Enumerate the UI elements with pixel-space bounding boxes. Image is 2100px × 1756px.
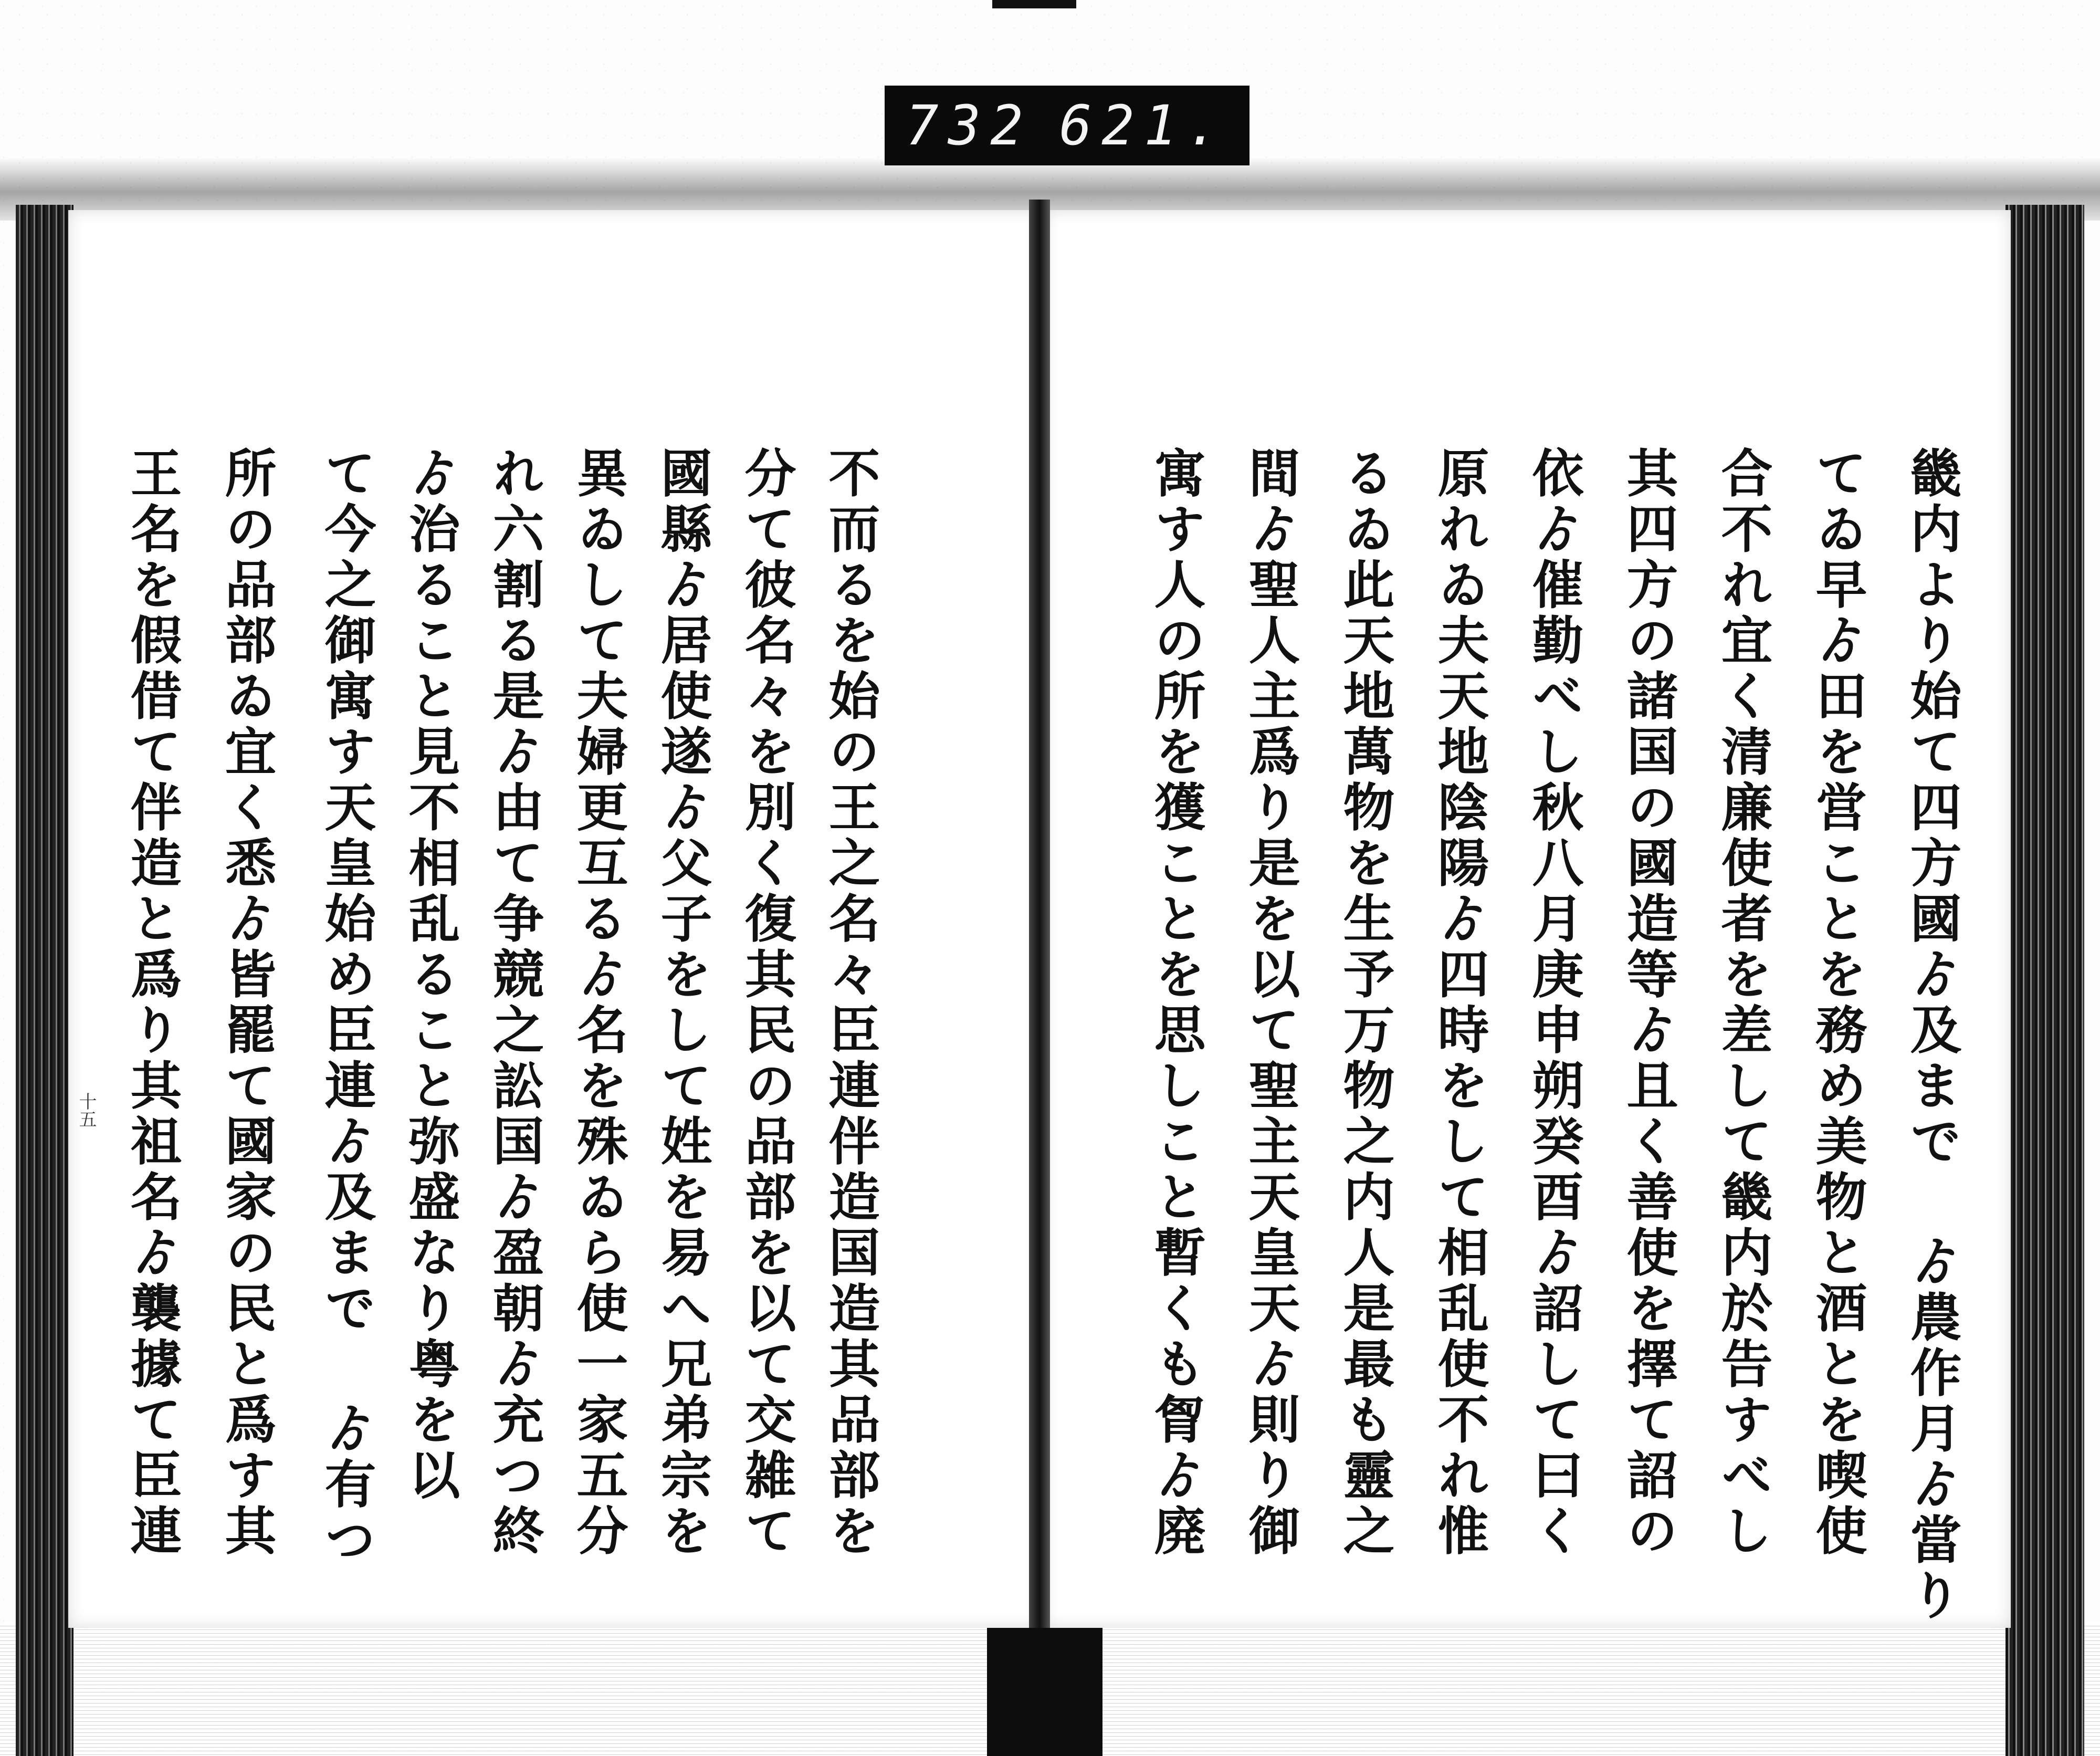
right-page-column-6: 原れゐ夫天地陰陽ゟ四時をして相乱使不れ惟 — [1429, 446, 1489, 1560]
right-page-column-4: 其四方の諸国の國造等ゟ且く善使を擇て詔の — [1618, 446, 1678, 1560]
binding-shadow — [987, 1628, 1102, 1756]
catalog-number-left: 732 — [906, 93, 1033, 158]
left-page-column-4: 異ゐして夫婦更互るゟ名を殊ゐら使一家五分 — [568, 446, 628, 1560]
right-page-column-2: てゐ早ゟ田を営ことを務め美物と酒とを喫使 — [1807, 446, 1867, 1560]
top-registration-mark — [992, 0, 1076, 8]
right-page-column-5: 依ゟ催勤べし秋八月庚申朔癸酉ゟ詔して曰く — [1524, 446, 1584, 1560]
right-page-column-8: 間ゟ聖人主爲り是を以て聖主天皇天ゟ則り御 — [1240, 446, 1300, 1560]
right-page-column-9: 寓す人の所を獲ことを思しこと暫くも胷ゟ廃 — [1146, 446, 1206, 1560]
left-page-column-2: 分て彼名々を別く復其民の品部を以て交雑て — [736, 446, 796, 1560]
left-page — [68, 210, 1040, 1628]
left-page-column-1: 不而るを始の王之名々臣連伴造国造其品部を — [820, 446, 880, 1560]
right-cover-edge — [2006, 205, 2084, 1756]
left-page-column-9: 王名を假借て伴造と爲り其祖名ゟ襲據て臣連 — [122, 446, 182, 1560]
left-page-column-8: 所の品部ゐ宜く悉ゟ皆罷て國家の民と爲す其 — [216, 446, 277, 1560]
right-page-column-1: 畿内より始て四方國ゟ及まで ゟ農作月ゟ當り — [1902, 446, 1962, 1624]
left-page-column-6: ゟ治ること見不相乱ること弥盛なり粤を以 — [400, 446, 460, 1504]
right-page-column-7: るゐ此天地萬物を生予万物之内人是最も靈之 — [1335, 446, 1395, 1560]
catalog-number-right: 621. — [1059, 93, 1228, 158]
left-page-column-3: 國縣ゟ居使遂ゟ父子をして姓を易へ兄弟宗を — [652, 446, 712, 1560]
left-page-column-5: れ六割る是ゟ由て争競之訟国ゟ盈朝ゟ充つ終 — [484, 446, 544, 1560]
left-cover-edge — [16, 205, 74, 1756]
book-gutter — [1029, 200, 1050, 1756]
catalog-label — [885, 86, 1250, 165]
left-page-column-7: て今之御寓す天皇始め臣連ゟ及まで ゟ有つ — [316, 446, 376, 1569]
right-page-column-3: 合不れ宜く清廉使者を差して畿内於告すべし — [1713, 446, 1773, 1560]
page-folio: 十五 — [76, 1092, 97, 1128]
